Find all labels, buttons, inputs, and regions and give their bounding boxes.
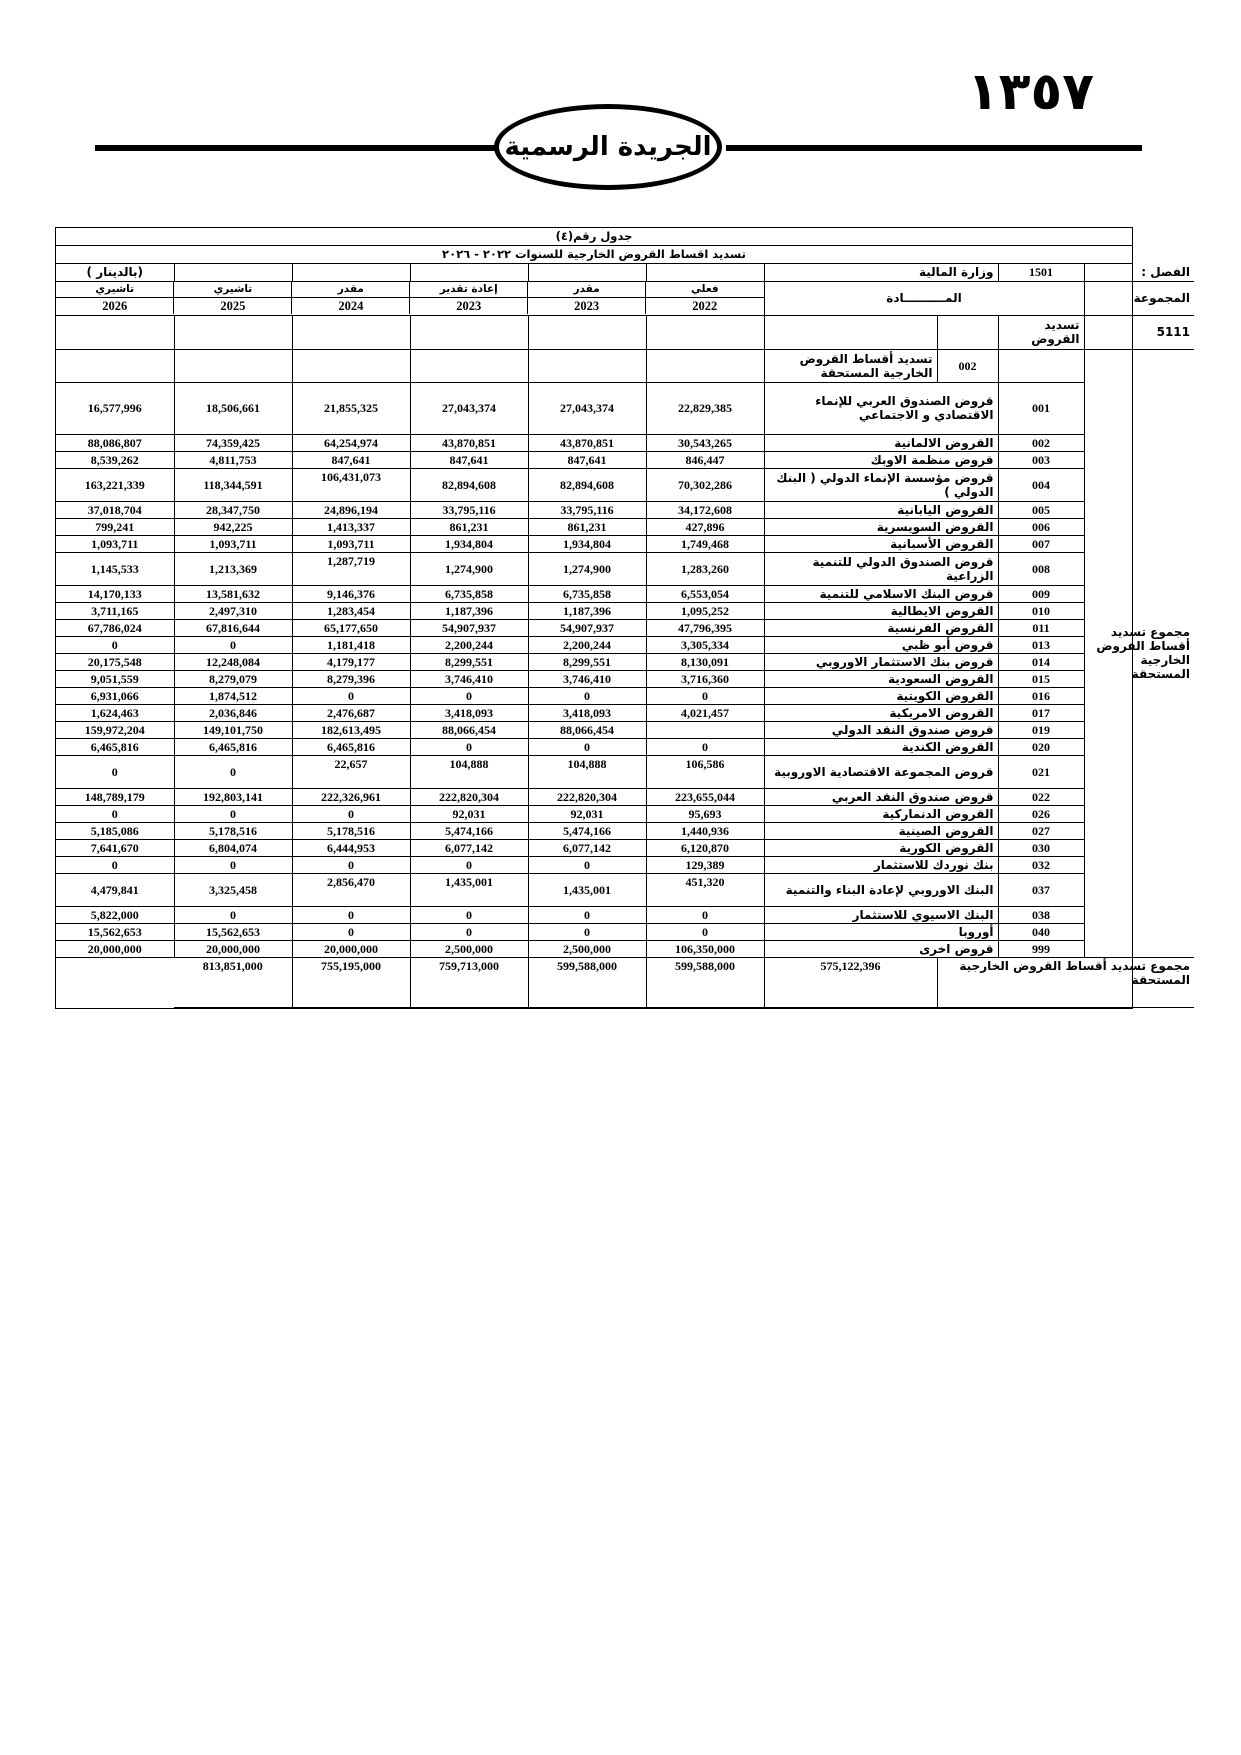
value-cell: 2,500,000 bbox=[528, 940, 646, 957]
value-cell: 3,711,165 bbox=[56, 602, 174, 619]
value-cell: 0 bbox=[292, 906, 410, 923]
value-cell: 4,179,177 bbox=[292, 653, 410, 670]
value-cell: 0 bbox=[292, 687, 410, 704]
value-cell: 88,066,454 bbox=[410, 721, 528, 738]
masthead-title: الجريدة الرسمية bbox=[504, 132, 712, 162]
value-cell: 43,870,851 bbox=[528, 434, 646, 451]
table-row bbox=[56, 923, 1194, 940]
value-cell: 0 bbox=[528, 923, 646, 940]
value-cell: 0 bbox=[174, 856, 292, 873]
value-cell: 106,431,073 bbox=[292, 468, 410, 501]
group-name: تسديد القروض bbox=[998, 315, 1084, 349]
total-value: 599,588,000 bbox=[646, 957, 764, 1007]
value-cell: 6,931,066 bbox=[56, 687, 174, 704]
value-cell: 1,283,454 bbox=[292, 602, 410, 619]
value-cell: 799,241 bbox=[56, 518, 174, 535]
table-row bbox=[56, 619, 1194, 636]
value-cell: 0 bbox=[292, 856, 410, 873]
value-cell: 67,786,024 bbox=[56, 619, 174, 636]
item-name: القروض الايطالية bbox=[764, 602, 998, 619]
section-code: 1501 bbox=[998, 264, 1084, 281]
value-cell: 0 bbox=[528, 856, 646, 873]
value-cell: 106,350,000 bbox=[646, 940, 764, 957]
table-row bbox=[56, 839, 1194, 856]
value-cell: 6,077,142 bbox=[528, 839, 646, 856]
value-cell: 1,095,252 bbox=[646, 602, 764, 619]
table-row bbox=[56, 518, 1194, 535]
value-cell: 0 bbox=[56, 636, 174, 653]
value-cell: 0 bbox=[410, 738, 528, 755]
table-row bbox=[56, 906, 1194, 923]
value-cell: 14,170,133 bbox=[56, 585, 174, 602]
value-cell: 0 bbox=[528, 906, 646, 923]
item-code: 027 bbox=[998, 822, 1084, 839]
value-cell: 16,577,996 bbox=[56, 382, 174, 434]
column-type: فعلي bbox=[646, 282, 763, 298]
value-cell: 0 bbox=[410, 856, 528, 873]
value-cell: 847,641 bbox=[528, 451, 646, 468]
table-row bbox=[56, 822, 1194, 839]
value-cell: 6,735,858 bbox=[528, 585, 646, 602]
value-cell: 28,347,750 bbox=[174, 501, 292, 518]
budget-table bbox=[55, 227, 1191, 1009]
column-type: تاشيري bbox=[56, 282, 173, 298]
item-code: 010 bbox=[998, 602, 1084, 619]
value-cell: 427,896 bbox=[646, 518, 764, 535]
value-cell: 1,145,533 bbox=[56, 552, 174, 585]
item-name: القروض الصينية bbox=[764, 822, 998, 839]
value-cell: 37,018,704 bbox=[56, 501, 174, 518]
value-cell: 2,200,244 bbox=[410, 636, 528, 653]
total-value: 599,588,000 bbox=[528, 957, 646, 1007]
value-cell: 6,735,858 bbox=[410, 585, 528, 602]
value-cell: 1,413,337 bbox=[292, 518, 410, 535]
table-row bbox=[56, 602, 1194, 619]
column-year: 2026 bbox=[102, 299, 128, 313]
value-cell: 5,178,516 bbox=[292, 822, 410, 839]
table-row bbox=[56, 805, 1194, 822]
column-type: مقدر bbox=[528, 282, 645, 298]
item-name: بنك نوردك للاستثمار bbox=[764, 856, 998, 873]
item-code: 007 bbox=[998, 535, 1084, 552]
value-cell: 5,822,000 bbox=[56, 906, 174, 923]
value-cell: 2,476,687 bbox=[292, 704, 410, 721]
value-cell: 861,231 bbox=[410, 518, 528, 535]
item-name: أوروبا bbox=[764, 923, 998, 940]
table-row bbox=[56, 434, 1194, 451]
value-cell: 20,000,000 bbox=[56, 940, 174, 957]
item-name: القروض الأسبانية bbox=[764, 535, 998, 552]
masthead-oval bbox=[494, 104, 722, 190]
side-total-label: مجموع تسديد أقساط القروض الخارجية المستحقة bbox=[1084, 349, 1194, 957]
value-cell: 0 bbox=[174, 755, 292, 788]
item-code: 009 bbox=[998, 585, 1084, 602]
value-cell: 6,553,054 bbox=[646, 585, 764, 602]
item-code: 032 bbox=[998, 856, 1084, 873]
value-cell: 2,856,470 bbox=[292, 873, 410, 906]
value-cell: 104,888 bbox=[410, 755, 528, 788]
table-row bbox=[56, 501, 1194, 518]
value-cell: 861,231 bbox=[528, 518, 646, 535]
value-cell: 1,934,804 bbox=[528, 535, 646, 552]
header-rule-left bbox=[95, 145, 495, 151]
value-cell: 6,120,870 bbox=[646, 839, 764, 856]
table-row bbox=[56, 382, 1194, 434]
item-name: قروض الصندوق العربي للإنماء الاقتصادي و الاجتماعي bbox=[764, 382, 998, 434]
value-cell: 95,693 bbox=[646, 805, 764, 822]
value-cell: 3,746,410 bbox=[410, 670, 528, 687]
value-cell: 0 bbox=[174, 636, 292, 653]
value-cell: 0 bbox=[528, 738, 646, 755]
column-year: 2023 bbox=[456, 299, 482, 313]
item-name: القروض الدنماركية bbox=[764, 805, 998, 822]
item-name: القروض السويسرية bbox=[764, 518, 998, 535]
value-cell: 24,896,194 bbox=[292, 501, 410, 518]
value-cell: 6,465,816 bbox=[56, 738, 174, 755]
value-cell: 1,440,936 bbox=[646, 822, 764, 839]
value-cell: 9,146,376 bbox=[292, 585, 410, 602]
value-cell: 0 bbox=[410, 687, 528, 704]
value-cell: 847,641 bbox=[292, 451, 410, 468]
item-name: قروض البنك الاسلامي للتنمية bbox=[764, 585, 998, 602]
value-cell: 847,641 bbox=[410, 451, 528, 468]
value-cell: 74,359,425 bbox=[174, 434, 292, 451]
item-code: 011 bbox=[998, 619, 1084, 636]
item-code: 017 bbox=[998, 704, 1084, 721]
table-row bbox=[56, 721, 1194, 738]
item-name: قروض أبو ظبي bbox=[764, 636, 998, 653]
item-code: 999 bbox=[998, 940, 1084, 957]
value-cell: 20,000,000 bbox=[292, 940, 410, 957]
value-cell: 82,894,608 bbox=[528, 468, 646, 501]
value-cell: 6,465,816 bbox=[174, 738, 292, 755]
table-row bbox=[56, 940, 1194, 957]
value-cell: 0 bbox=[56, 856, 174, 873]
item-code: 026 bbox=[998, 805, 1084, 822]
value-cell: 1,624,463 bbox=[56, 704, 174, 721]
column-header bbox=[292, 282, 410, 314]
value-cell: 5,178,516 bbox=[174, 822, 292, 839]
value-cell: 15,562,653 bbox=[56, 923, 174, 940]
value-cell: 159,972,204 bbox=[56, 721, 174, 738]
value-cell: 2,497,310 bbox=[174, 602, 292, 619]
column-header bbox=[646, 282, 764, 314]
item-name: قروض صندوق النقد الدولي bbox=[764, 721, 998, 738]
column-year: 2024 bbox=[338, 299, 364, 313]
header-rule-right bbox=[726, 145, 1142, 151]
column-type: إعادة تقدير bbox=[410, 282, 527, 298]
subgroup-name: تسديد أقساط القروض الخارجية المستحقة bbox=[764, 349, 937, 382]
value-cell: 1,435,001 bbox=[528, 873, 646, 906]
value-cell: 0 bbox=[646, 687, 764, 704]
total-label: مجموع تسديد أقساط القروض الخارجية المستحقة bbox=[937, 957, 1194, 1007]
item-code: 004 bbox=[998, 468, 1084, 501]
total-row bbox=[56, 957, 1194, 1007]
value-cell: 223,655,044 bbox=[646, 788, 764, 805]
item-name: القروض اليابانية bbox=[764, 501, 998, 518]
value-cell: 33,795,116 bbox=[410, 501, 528, 518]
value-cell: 3,716,360 bbox=[646, 670, 764, 687]
value-cell: 2,036,846 bbox=[174, 704, 292, 721]
value-cell: 67,816,644 bbox=[174, 619, 292, 636]
value-cell: 182,613,495 bbox=[292, 721, 410, 738]
table-row bbox=[56, 451, 1194, 468]
table-number: جدول رقم(٤) bbox=[56, 228, 1132, 246]
item-code: 038 bbox=[998, 906, 1084, 923]
table-row bbox=[56, 468, 1194, 501]
value-cell: 6,444,953 bbox=[292, 839, 410, 856]
currency-note: (بالدينار ) bbox=[56, 264, 174, 281]
value-cell: 3,325,458 bbox=[174, 873, 292, 906]
value-cell: 3,746,410 bbox=[528, 670, 646, 687]
item-name: قروض بنك الاستثمار الاوروبي bbox=[764, 653, 998, 670]
item-name: القروض الكورية bbox=[764, 839, 998, 856]
table-title: تسديد اقساط القروض الخارجية للسنوات ٢٠٢٢ - ٢٠٢٦ bbox=[56, 246, 1132, 264]
value-cell: 12,248,084 bbox=[174, 653, 292, 670]
column-header bbox=[174, 282, 292, 314]
item-code: 008 bbox=[998, 552, 1084, 585]
value-cell: 2,500,000 bbox=[410, 940, 528, 957]
value-cell: 149,101,750 bbox=[174, 721, 292, 738]
item-name: قروض الصندوق الدولي للتنمية الزراعية bbox=[764, 552, 998, 585]
value-cell: 222,820,304 bbox=[528, 788, 646, 805]
value-cell: 30,543,265 bbox=[646, 434, 764, 451]
item-name: القروض الكندية bbox=[764, 738, 998, 755]
value-cell: 1,274,900 bbox=[528, 552, 646, 585]
item-code: 020 bbox=[998, 738, 1084, 755]
item-code: 040 bbox=[998, 923, 1084, 940]
value-cell: 8,130,091 bbox=[646, 653, 764, 670]
value-cell: 34,172,608 bbox=[646, 501, 764, 518]
table-row bbox=[56, 670, 1194, 687]
value-cell: 1,934,804 bbox=[410, 535, 528, 552]
value-cell: 3,418,093 bbox=[528, 704, 646, 721]
total-value: 755,195,000 bbox=[292, 957, 410, 1007]
value-cell: 148,789,179 bbox=[56, 788, 174, 805]
value-cell: 1,093,711 bbox=[292, 535, 410, 552]
value-cell: 22,829,385 bbox=[646, 382, 764, 434]
value-cell: 1,749,468 bbox=[646, 535, 764, 552]
value-cell: 1,274,900 bbox=[410, 552, 528, 585]
total-value: 575,122,396 bbox=[764, 957, 937, 1007]
value-cell: 0 bbox=[56, 755, 174, 788]
value-cell: 47,796,395 bbox=[646, 619, 764, 636]
table-row bbox=[56, 704, 1194, 721]
value-cell: 3,418,093 bbox=[410, 704, 528, 721]
table-row bbox=[56, 788, 1194, 805]
table-row bbox=[56, 552, 1194, 585]
value-cell: 65,177,650 bbox=[292, 619, 410, 636]
item-code: 021 bbox=[998, 755, 1084, 788]
item-code: 005 bbox=[998, 501, 1084, 518]
value-cell: 18,506,661 bbox=[174, 382, 292, 434]
item-code: 013 bbox=[998, 636, 1084, 653]
item-code: 016 bbox=[998, 687, 1084, 704]
value-cell: 192,803,141 bbox=[174, 788, 292, 805]
value-cell: 1,181,418 bbox=[292, 636, 410, 653]
item-name: قروض صندوق النقد العربي bbox=[764, 788, 998, 805]
item-code: 014 bbox=[998, 653, 1084, 670]
value-cell: 5,474,166 bbox=[528, 822, 646, 839]
value-cell: 6,465,816 bbox=[292, 738, 410, 755]
value-cell: 129,389 bbox=[646, 856, 764, 873]
value-cell: 451,320 bbox=[646, 873, 764, 906]
item-name: قروض المجموعة الاقتصادية الاوروبية bbox=[764, 755, 998, 788]
item-name: قروض منظمة الاوبك bbox=[764, 451, 998, 468]
item-header: المــــــــــادة bbox=[764, 281, 1084, 315]
item-name: القروض الامريكية bbox=[764, 704, 998, 721]
value-cell: 21,855,325 bbox=[292, 382, 410, 434]
value-cell: 92,031 bbox=[528, 805, 646, 822]
value-cell: 1,093,711 bbox=[174, 535, 292, 552]
item-code: 002 bbox=[998, 434, 1084, 451]
value-cell: 1,187,396 bbox=[528, 602, 646, 619]
item-code: 015 bbox=[998, 670, 1084, 687]
value-cell: 942,225 bbox=[174, 518, 292, 535]
value-cell: 0 bbox=[646, 906, 764, 923]
item-name: القروض السعودية bbox=[764, 670, 998, 687]
value-cell: 1,093,711 bbox=[56, 535, 174, 552]
table-row bbox=[56, 636, 1194, 653]
value-cell: 0 bbox=[410, 923, 528, 940]
value-cell: 1,213,369 bbox=[174, 552, 292, 585]
value-cell: 4,479,841 bbox=[56, 873, 174, 906]
item-code: 003 bbox=[998, 451, 1084, 468]
value-cell: 8,279,079 bbox=[174, 670, 292, 687]
value-cell: 846,447 bbox=[646, 451, 764, 468]
value-cell: 43,870,851 bbox=[410, 434, 528, 451]
value-cell: 1,874,512 bbox=[174, 687, 292, 704]
table-row bbox=[56, 687, 1194, 704]
data-table bbox=[56, 264, 1194, 1008]
value-cell: 0 bbox=[528, 687, 646, 704]
value-cell: 1,287,719 bbox=[292, 552, 410, 585]
value-cell: 54,907,937 bbox=[410, 619, 528, 636]
value-cell: 92,031 bbox=[410, 805, 528, 822]
item-name: قروض مؤسسة الإنماء الدولي ( البنك الدولي ) bbox=[764, 468, 998, 501]
value-cell: 2,200,244 bbox=[528, 636, 646, 653]
item-name: البنك الاوروبي لإعادة البناء والتنمية bbox=[764, 873, 998, 906]
table-row bbox=[56, 755, 1194, 788]
value-cell: 8,539,262 bbox=[56, 451, 174, 468]
value-cell: 70,302,286 bbox=[646, 468, 764, 501]
value-cell: 4,021,457 bbox=[646, 704, 764, 721]
item-code: 030 bbox=[998, 839, 1084, 856]
value-cell: 118,344,591 bbox=[174, 468, 292, 501]
column-year: 2023 bbox=[574, 299, 600, 313]
value-cell: 54,907,937 bbox=[528, 619, 646, 636]
item-code: 022 bbox=[998, 788, 1084, 805]
value-cell: 22,657 bbox=[292, 755, 410, 788]
total-value: 759,713,000 bbox=[410, 957, 528, 1007]
subgroup-code: 002 bbox=[937, 349, 998, 382]
value-cell: 3,305,334 bbox=[646, 636, 764, 653]
value-cell: 163,221,339 bbox=[56, 468, 174, 501]
value-cell: 104,888 bbox=[528, 755, 646, 788]
table-row bbox=[56, 873, 1194, 906]
value-cell: 9,051,559 bbox=[56, 670, 174, 687]
value-cell: 27,043,374 bbox=[410, 382, 528, 434]
item-code: 006 bbox=[998, 518, 1084, 535]
value-cell: 27,043,374 bbox=[528, 382, 646, 434]
value-cell: 6,077,142 bbox=[410, 839, 528, 856]
item-name: البنك الاسيوي للاستثمار bbox=[764, 906, 998, 923]
table-row bbox=[56, 535, 1194, 552]
value-cell: 15,562,653 bbox=[174, 923, 292, 940]
value-cell: 0 bbox=[56, 805, 174, 822]
value-cell: 13,581,632 bbox=[174, 585, 292, 602]
table-row bbox=[56, 738, 1194, 755]
value-cell bbox=[646, 721, 764, 738]
value-cell: 0 bbox=[646, 738, 764, 755]
value-cell: 0 bbox=[174, 906, 292, 923]
value-cell: 222,820,304 bbox=[410, 788, 528, 805]
page-number: ١٣٥٧ bbox=[967, 62, 1094, 122]
table-row bbox=[56, 856, 1194, 873]
value-cell: 5,474,166 bbox=[410, 822, 528, 839]
value-cell: 4,811,753 bbox=[174, 451, 292, 468]
ministry-name: وزارة المالية bbox=[764, 264, 998, 281]
value-cell: 0 bbox=[174, 805, 292, 822]
value-cell: 20,000,000 bbox=[174, 940, 292, 957]
value-cell: 0 bbox=[292, 923, 410, 940]
item-code: 001 bbox=[998, 382, 1084, 434]
value-cell: 82,894,608 bbox=[410, 468, 528, 501]
total-value: 813,851,000 bbox=[174, 957, 292, 1007]
value-cell: 64,254,974 bbox=[292, 434, 410, 451]
value-cell: 106,586 bbox=[646, 755, 764, 788]
item-name: قروض اخرى bbox=[764, 940, 998, 957]
column-year: 2025 bbox=[220, 299, 246, 313]
item-name: القروض الالمانية bbox=[764, 434, 998, 451]
value-cell: 6,804,074 bbox=[174, 839, 292, 856]
item-code: 037 bbox=[998, 873, 1084, 906]
value-cell: 33,795,116 bbox=[528, 501, 646, 518]
group-header: المجموعة bbox=[1084, 281, 1194, 315]
value-cell: 1,187,396 bbox=[410, 602, 528, 619]
column-type: مقدر bbox=[292, 282, 409, 298]
value-cell: 222,326,961 bbox=[292, 788, 410, 805]
column-header bbox=[410, 282, 528, 314]
column-type: تاشيري bbox=[174, 282, 291, 298]
value-cell: 88,086,807 bbox=[56, 434, 174, 451]
value-cell: 5,185,086 bbox=[56, 822, 174, 839]
value-cell: 1,435,001 bbox=[410, 873, 528, 906]
column-header bbox=[56, 282, 174, 314]
section-label: الفصل : bbox=[1084, 264, 1194, 281]
table-row bbox=[56, 585, 1194, 602]
item-code: 019 bbox=[998, 721, 1084, 738]
column-header bbox=[528, 282, 646, 314]
value-cell: 8,279,396 bbox=[292, 670, 410, 687]
value-cell: 7,641,670 bbox=[56, 839, 174, 856]
column-year: 2022 bbox=[692, 299, 718, 313]
value-cell: 8,299,551 bbox=[410, 653, 528, 670]
value-cell: 8,299,551 bbox=[528, 653, 646, 670]
table-row bbox=[56, 653, 1194, 670]
group-code: 5111 bbox=[1084, 315, 1194, 349]
value-cell: 88,066,454 bbox=[528, 721, 646, 738]
value-cell: 0 bbox=[410, 906, 528, 923]
value-cell: 20,175,548 bbox=[56, 653, 174, 670]
item-name: القروض الكويتية bbox=[764, 687, 998, 704]
value-cell: 0 bbox=[292, 805, 410, 822]
item-name: القروض الفرنسية bbox=[764, 619, 998, 636]
value-cell: 0 bbox=[646, 923, 764, 940]
value-cell: 1,283,260 bbox=[646, 552, 764, 585]
